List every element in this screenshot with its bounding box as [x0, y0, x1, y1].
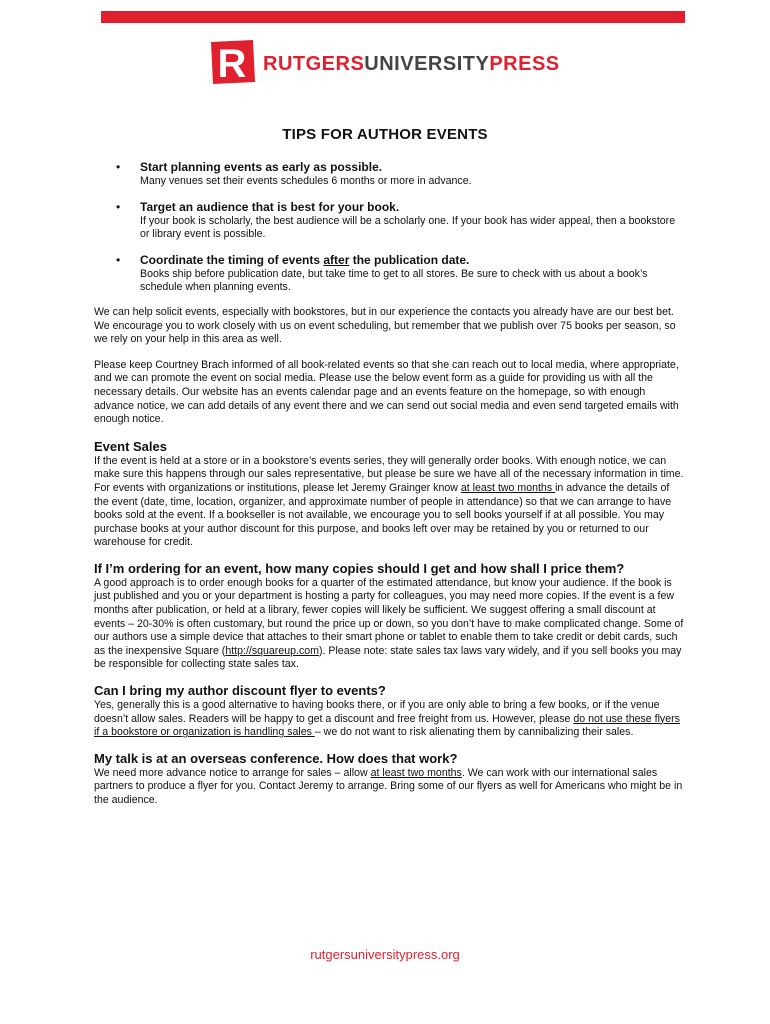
bullet-icon: •: [116, 252, 121, 267]
tips-list: [94, 160, 684, 295]
underlined-text: at least two months: [460, 481, 556, 494]
section-discount-flyer: [94, 683, 684, 740]
document-title: TIPS FOR AUTHOR EVENTS: [282, 126, 488, 143]
tip-heading-part: Coordinate the timing of events: [140, 252, 324, 267]
tip-heading: [140, 253, 684, 268]
tip-item: [94, 253, 684, 295]
tip-body: If your book is scholarly, the best audience will be a scholarly one. If your book has wider appeal, then a bookstore or library event is possible.: [140, 214, 676, 241]
tip-heading: Target an audience that is best for your book.: [140, 199, 400, 214]
text-run: A good approach is to order enough books for a quarter of the estimated attendance, but know your audience. If the book is just published and you or your department is hosting a party for colleagues, you may need more copies. If the event is a few months after publication, or held at a library, fewer copies will likely be sufficient. We suggest offering a small discount at events – 20-30% is often customary, but round the price up or down, so you don’t have to make complicated change. Some of our authors use a simple device that attaches to their smart phone or tablet to enable them to take credit or debit cards, such as the inexpensive Square (: [94, 576, 684, 657]
text-run: – we do not want to risk alienating them by cannibalizing their sales.: [314, 726, 634, 739]
section-event-sales: [94, 439, 684, 550]
publisher-logo: [207, 38, 560, 86]
tip-item: [94, 160, 684, 189]
logo-rutgers-text: RUTGERS: [263, 52, 365, 75]
tip-heading-emphasis: after: [323, 252, 350, 267]
bullet-icon: •: [116, 199, 121, 214]
paragraph-courtney-brach: Please keep Courtney Brach informed of all book-related events so that she can reach out to local media, where appropriate, and we can promote the event on social media. Please use the below event form as a guide for providing us with all the necessary details. Our website has an events calendar page and an events feature on the homepage, so with enough advance notice, we can add details of any event there and we can send out social media and even send targeted emails with enough notice.: [94, 358, 679, 426]
section-copies-pricing: [94, 561, 684, 672]
tip-body: Books ship before publication date, but take time to get to all stores. Be sure to check with us about a book’s schedule when planning events.: [140, 267, 648, 294]
section-heading: Event Sales: [94, 438, 167, 454]
underlined-text: at least two months: [370, 766, 462, 779]
section-text: [94, 455, 684, 550]
logo-university-text: UNIVERSITY: [364, 52, 490, 75]
text-run: in advance the details of the event (date, time, location, organizer, and approximate number of people in attendance) so that we can arrange to have books sold at the event. If a bookseller is not available, we encourage you to sell books yourself if at all possible. You may purchase books at your author discount for this purpose, and books left over may be retained by you or returned to our warehouse for credit.: [94, 481, 672, 549]
section-heading: Can I bring my author discount flyer to events?: [94, 683, 386, 699]
text-run: ). Please note: state sales tax laws vary widely, and if you sell books you may be responsible for collecting state sales tax.: [94, 644, 682, 671]
square-link[interactable]: http://squareup.com: [225, 644, 319, 657]
section-text: [94, 767, 684, 808]
document-body: [94, 160, 684, 819]
tip-heading-part: the publication date.: [349, 252, 470, 267]
footer-website-url: rutgersuniversitypress.org: [310, 947, 460, 962]
text-run: . We can work with our international sales partners to produce a flyer for you. Contact Jeremy to arrange. Bring some of our flyers as well for Americans who might be in the audience.: [94, 766, 683, 806]
bullet-icon: •: [116, 160, 121, 174]
section-heading: My talk is at an overseas conference. How does that work?: [94, 750, 458, 766]
top-red-bar: [101, 11, 685, 23]
tip-heading: Start planning events as early as possible.: [140, 160, 383, 174]
logo-wordmark: [263, 53, 560, 76]
section-text: [94, 577, 684, 672]
text-run: Yes, generally this is a good alternative to having books there, or if you are only able to bring a few books, or if the venue doesn’t allow sales. Readers will be happy to get a discount and free freight from us. However, please: [94, 699, 660, 725]
logo-r-mark-icon: [207, 38, 257, 86]
text-run: If the event is held at a store or in a bookstore’s events series, they will generally order books. With enough notice, we can make sure this happens through our sales representative, but please be sure we have all of the necessary information in time. For events with organizations or institutions, please let Jeremy Grainger know: [94, 454, 684, 494]
logo-press-text: PRESS: [489, 52, 560, 75]
paragraph-solicit-events: We can help solicit events, especially with bookstores, but in our experience the contacts you already have are our best bet. We encourage you to work closely with us on event scheduling, but remember that we publish over 75 books per season, so we rely on your help in this area as well.: [94, 305, 676, 346]
tip-item: [94, 200, 684, 242]
section-heading: If I’m ordering for an event, how many copies should I get and how shall I price them?: [94, 560, 625, 576]
svg-text:R: R: [217, 42, 247, 86]
section-text: [94, 699, 684, 740]
section-overseas-conference: [94, 751, 684, 808]
text-run: We need more advance notice to arrange for sales – allow: [94, 766, 371, 779]
underlined-text: do not use these flyers if a bookstore or organization is handling sales: [94, 712, 680, 739]
tip-body: Many venues set their events schedules 6 months or more in advance.: [140, 175, 472, 187]
